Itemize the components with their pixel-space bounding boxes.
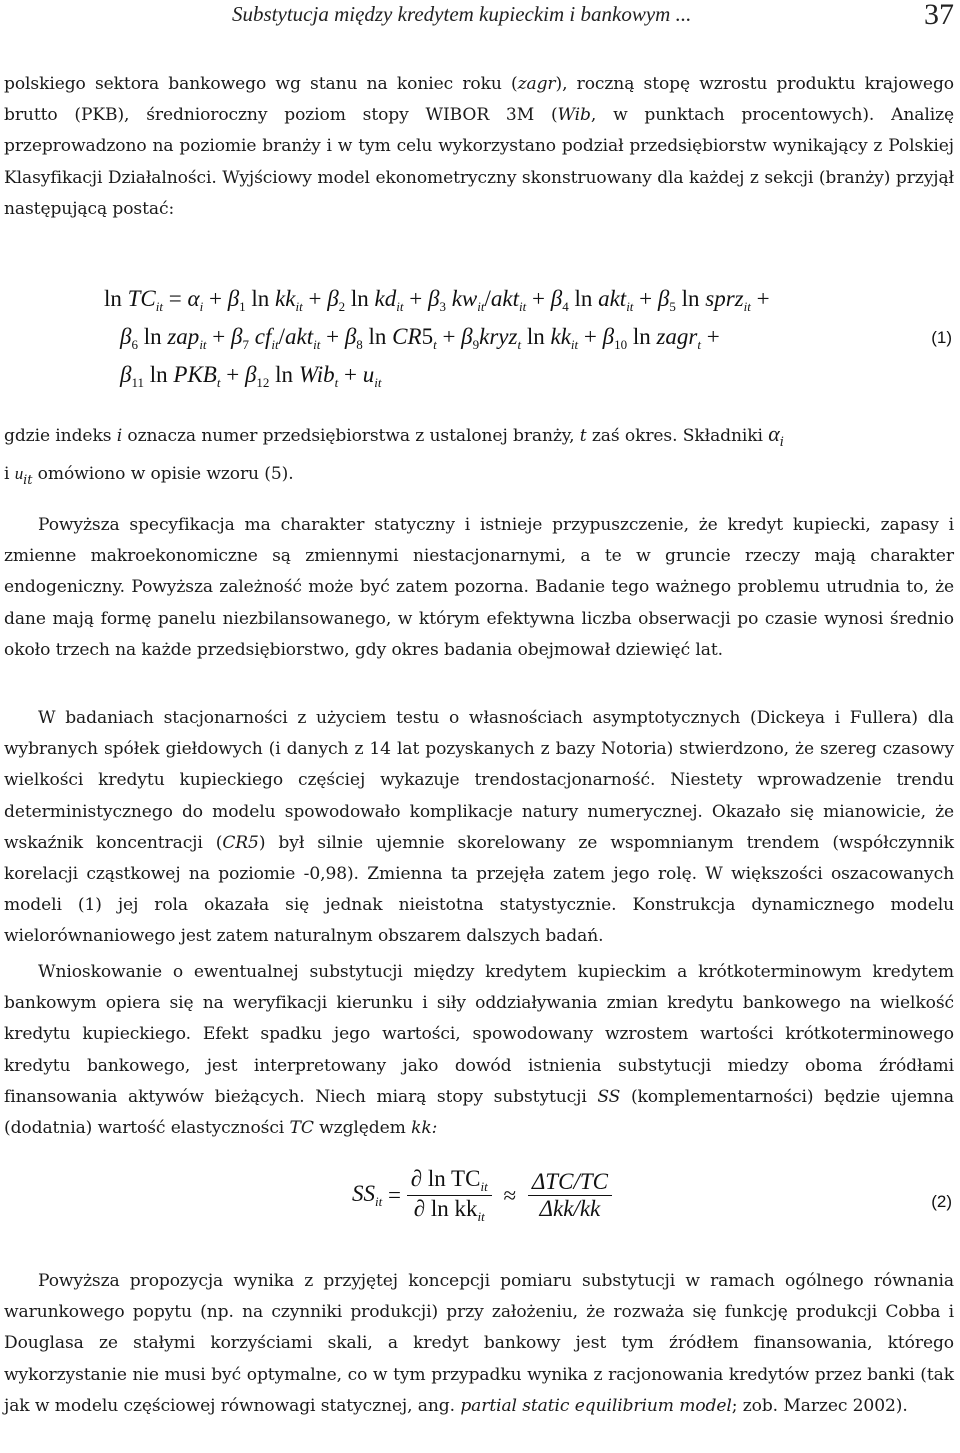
paragraph-stationarity xyxy=(4,703,954,953)
var-t: t xyxy=(579,426,587,446)
equation-1 xyxy=(0,282,960,397)
equation-2-number: (2) xyxy=(931,1192,952,1211)
var-wib: Wib xyxy=(557,105,591,126)
symbol-u: u xyxy=(14,464,24,484)
equation-2-body xyxy=(352,1166,612,1225)
paragraph-index-explanation xyxy=(4,418,954,496)
equation-1-line-3: $\beta_{11}$ $\ln PKB_t + \beta_{12}$ $\ln Wib_t + u_{it}$ xyxy=(120,362,382,390)
text-span: Powyższa propozycja wynika z przyjętej koncepcji pomiaru substytucji w ramach ogólnego równania warunkowego popytu (np. na czynniki produkcji) przy założeniu, że rozważa się funkcję produkcji Cobba i Douglasa ze stałymi korzyściami skali, a kredyt bankowy jest tym źródłem finansowania, którego wykorzystanie nie musi być optymalne, co w tym przypadku wynika z racjonowania kredytów przez banki (tak jak w modelu częściowej równowagi statycznej, ang. xyxy=(4,1271,954,1416)
running-title: Substytucja między kredytem kupieckim i bankowym ... xyxy=(232,2,692,26)
text-span: Wnioskowanie o ewentualnej substytucji między kredytem kupieckim a krótkoterminowym kredytem bankowym opiera się na weryfikacji kierunku i siły oddziaływania zmian kredytu bankowego na wielkość kredytu kupieckiego. Efekt spadku jego wartości, spowodowany wzrostem wartości krótkoterminowego kredytu bankowego, jest interpretowany jako dowód istnienia substytucji miedzy oboma źródłami finansowania aktywów bieżących. Niech miarą stopy substytucji xyxy=(4,962,954,1107)
text-span: gdzie indeks xyxy=(4,426,117,446)
eq2-equals: = xyxy=(387,1182,401,1208)
paragraph-proposal xyxy=(4,1266,954,1422)
text-span: (komplementarności) będzie ujemna (dodatnia) wartość elastyczności xyxy=(4,1086,954,1139)
text-span: ), roczną stopę wzrostu produktu krajowego brutto (PKB), średnioroczny poziom stopy WIBOR 3M ( xyxy=(4,74,954,126)
symbol-alpha-sub: i xyxy=(779,435,784,450)
text-span: W badaniach stacjonarności z użyciem testu o własnościach asymptotycznych (Dickeya i Fullera) dla wybranych spółek giełdowych (i danych z 14 lat pozyskanych z bazy Notoria) stwierdzono, że szereg czasowy wielkości kredytu kupieckiego częściej wykazuje trendostacjonarność. Niestety wprowadzenie trendu deterministycznego do modelu spowodowało komplikacje natury numerycznej. Okazało się mianowicie, że wskaźnik koncentracji ( xyxy=(4,708,954,853)
symbol-alpha: α xyxy=(768,421,780,446)
text-span: polskiego sektora bankowego wg stanu na koniec roku ( xyxy=(4,74,518,94)
eq2-lhs: SS xyxy=(352,1181,375,1206)
paragraph-text: Powyższa specyfikacja ma charakter statyczny i istnieje przypuszczenie, że kredyt kupiecki, zapasy i zmienne makroekonomiczne są zmiennymi niestacjonarnymi, a te w gruncie rzeczy mają charakter endogeniczny. Powyższa zależność może być zatem pozorna. Badanie tego ważnego problemu utrudnia to, że dane mają formę panelu niezbilansowanego, w którym efektywna liczba obserwacji po czasie wynosi średnio około trzech na każde przedsiębiorstwo, gdy okres badania obejmował dziewięć lat. xyxy=(4,515,954,660)
equation-2 xyxy=(0,1166,960,1246)
eq2-numerator: ∂ ln TC xyxy=(410,1166,481,1191)
paragraph-specification xyxy=(4,510,954,666)
eq2-delta-fraction xyxy=(528,1169,612,1222)
text-span: oznacza numer przedsiębiorstwa z ustalonej branży, xyxy=(122,426,580,446)
page-header xyxy=(0,0,960,40)
eq2-lhs-sub: it xyxy=(375,1194,383,1209)
var-zagr: zagr xyxy=(517,74,556,94)
equation-1-line-1: $\ln TC_{it} = \alpha_i + \beta_1$ $\ln kk_{it} + \beta_2$ $\ln kd_{it} + \beta_3$ $kw_{it}/akt_{it} + \beta_4$ $\ln akt_{it} + \beta_5$ ln sprz$_{it}$ + xyxy=(104,286,770,314)
eq2-derivative-fraction xyxy=(407,1166,492,1225)
eq2-denominator-2: Δkk/kk xyxy=(528,1195,612,1222)
text-span: i xyxy=(4,464,15,485)
var-kk: kk: xyxy=(411,1118,438,1139)
eq2-denominator: ∂ ln kk xyxy=(413,1196,478,1221)
text-span: zaś okres. Składniki xyxy=(586,426,769,446)
text-span: ; zob. Marzec 2002). xyxy=(731,1395,908,1416)
text-span: , w punktach procentowych). Analizę przeprowadzono na poziomie branży i w tym celu wykorzystano podział przedsiębiorstw wynikający z Polskiej Klasyfikacji Działalności. Wyjściowy model ekonometryczny skonstruowany dla każdej z sekcji (branży) przyjął następującą postać: xyxy=(4,105,954,219)
eq2-numerator-2: ΔTC/TC xyxy=(531,1169,608,1194)
var-tc: TC xyxy=(289,1118,314,1139)
var-ss: SS xyxy=(597,1086,621,1107)
text-span: względem xyxy=(313,1118,412,1139)
symbol-u-sub: it xyxy=(23,473,33,489)
paragraph-intro xyxy=(4,69,954,225)
eq2-approx: ≈ xyxy=(503,1182,517,1208)
equation-1-number: (1) xyxy=(931,328,952,347)
var-cr5: CR5 xyxy=(222,832,259,853)
equation-1-line-2: $\beta_6$ $\ln zap_{it} + \beta_7$ $cf_{it}/akt_{it} + \beta_8$ $\ln CR5_t$ + $\beta_9kryz_t$ $\ln kk_{it} + \beta_{10}$ ln zagr$_t$ + xyxy=(120,324,720,352)
page-number: 37 xyxy=(924,0,954,31)
term-partial-static-equilibrium: partial static equilibrium model xyxy=(460,1395,732,1416)
text-span: omówiono w opisie wzoru (5). xyxy=(32,464,294,485)
var-i: i xyxy=(116,426,123,446)
eq2-denominator-sub: it xyxy=(477,1209,485,1224)
paragraph-substitution xyxy=(4,957,954,1144)
text-span: ) był silnie ujemnie skorelowany ze wspomnianym trendem (współczynnik korelacji cząstkowej na poziomie -0,98). Zmienna ta przejęła zatem jego rolę. W większości oszacowanych modeli (1) jej rola okazała się jednak nieistotna statystycznie. Konstrukcja dynamicznego modelu wielorównaniowego jest zatem naturalnym obszarem dalszych badań. xyxy=(4,832,954,947)
eq2-numerator-sub: it xyxy=(480,1179,488,1194)
